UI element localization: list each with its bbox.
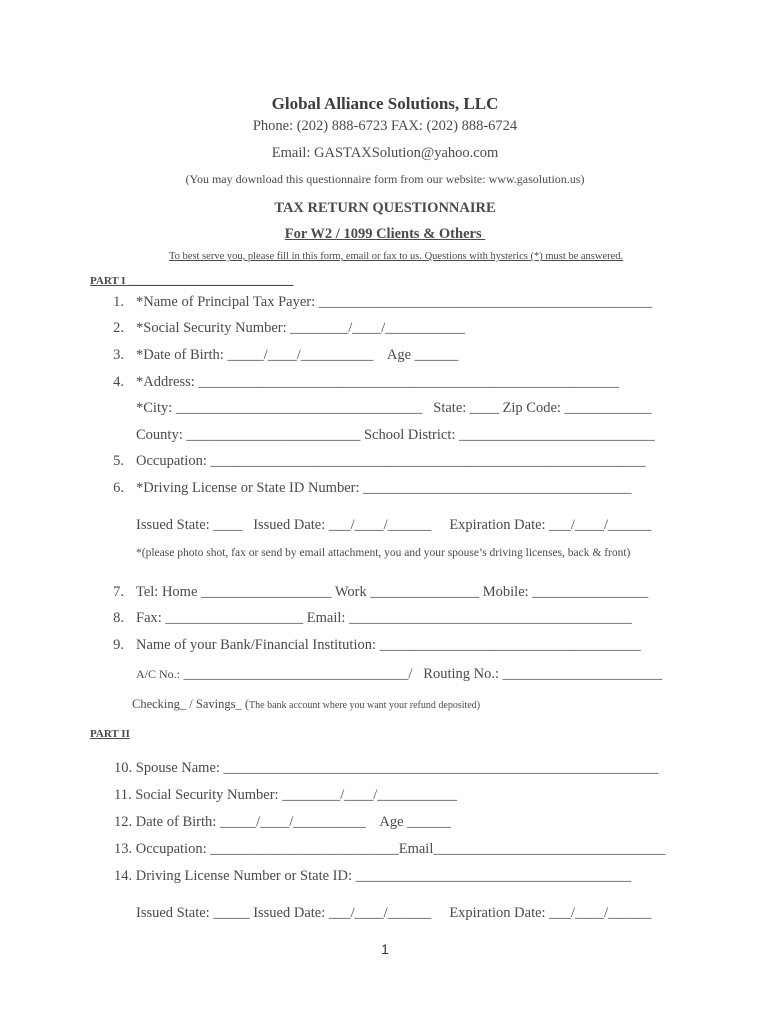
spouse-name-text: Spouse Name: ____________________________________________________________ [135,760,659,776]
spouse-ssn-text: Social Security Number: ________/____/___________ [135,787,458,803]
dob-field[interactable]: *Date of Birth: _____/____/__________ Age ______ [136,347,459,363]
license-number-field[interactable]: *Driving License or State ID Number: _____________________________________ [136,480,632,496]
principal-name-field[interactable]: *Name of Principal Tax Payer: ______________________________________________ [136,294,653,310]
item-number: 8. [113,610,124,626]
item-number: 11. [114,787,132,803]
instructions: To best serve you, please fill in this form, email or fax to us. Questions with hysterics (*) must be answered. [169,251,624,262]
county-school-field[interactable]: County: ________________________ School District: ___________________________ [136,427,655,443]
item-number: 4. [113,374,124,390]
item-number: 6. [113,480,124,496]
item-number: 9. [113,637,124,653]
item-number: 3. [113,347,124,363]
account-type-field[interactable] [132,695,480,713]
item-number: 1. [113,294,124,310]
part-two-label: PART II [90,728,130,740]
spouse-occupation-text: Occupation: __________________________Email________________________________ [135,841,666,857]
company-name: Global Alliance Solutions, LLC [271,94,499,113]
spouse-name-field[interactable] [114,760,659,777]
license-dates-field[interactable]: Issued State: ____ Issued Date: ___/____/______ Expiration Date: ___/____/______ [136,517,652,533]
fax-email-field[interactable]: Fax: ___________________ Email: _______________________________________ [136,610,632,626]
item-number: 14. [114,868,133,884]
city-state-zip-field[interactable]: *City: __________________________________ State: ____ Zip Code: ____________ [136,400,652,416]
ssn-field[interactable]: *Social Security Number: ________/____/___________ [136,320,466,336]
download-note: (You may download this questionnaire form from our website: www.gasolution.us) [185,172,585,186]
spouse-occupation-field[interactable] [114,841,665,858]
phone-numbers-field[interactable]: Tel: Home __________________ Work _______________ Mobile: ________________ [136,584,649,600]
bank-name-field[interactable]: Name of your Bank/Financial Institution: ____________________________________ [136,637,641,653]
spouse-license-field[interactable] [114,868,631,885]
spouse-dob-text: Date of Birth: _____/____/__________ Age ______ [135,814,451,830]
form-title: TAX RETURN QUESTIONNAIRE [274,200,496,216]
email-line: Email: GASTAXSolution@yahoo.com [271,145,499,161]
item-number: 10. [114,760,133,776]
item-number: 5. [113,453,124,469]
item-number: 12. [114,814,133,830]
spouse-dob-field[interactable] [114,814,451,831]
spouse-license-dates-field[interactable]: Issued State: _____ Issued Date: ___/____/______ Expiration Date: ___/____/______ [136,905,652,921]
ac-routing-line: _______________________________/ Routing No.: ______________________ [180,666,663,682]
part-one-label: PART I ______________________________ [90,275,294,287]
account-routing-field[interactable] [136,665,662,683]
address-field[interactable]: *Address: __________________________________________________________ [136,374,619,390]
page-number: 1 [381,941,389,957]
item-number: 13. [114,841,133,857]
license-note: *(please photo shot, fax or send by email attachment, you and your spouse’s driving licenses, back & front) [136,547,631,559]
occupation-field[interactable]: Occupation: ____________________________________________________________ [136,453,646,469]
ac-label: A/C No.: [136,667,181,681]
checking-savings: Checking_ / Savings_ ( [132,697,250,711]
form-subtitle: For W2 / 1099 Clients & Others [284,226,486,242]
spouse-license-text: Driving License Number or State ID: ______________________________________ [135,868,632,884]
phone-fax: Phone: (202) 888-6723 FAX: (202) 888-6724 [252,118,518,134]
item-number: 2. [113,320,124,336]
refund-note: The bank account where you want your refund deposited) [249,700,481,711]
item-number: 7. [113,584,124,600]
spouse-ssn-field[interactable] [114,787,457,804]
